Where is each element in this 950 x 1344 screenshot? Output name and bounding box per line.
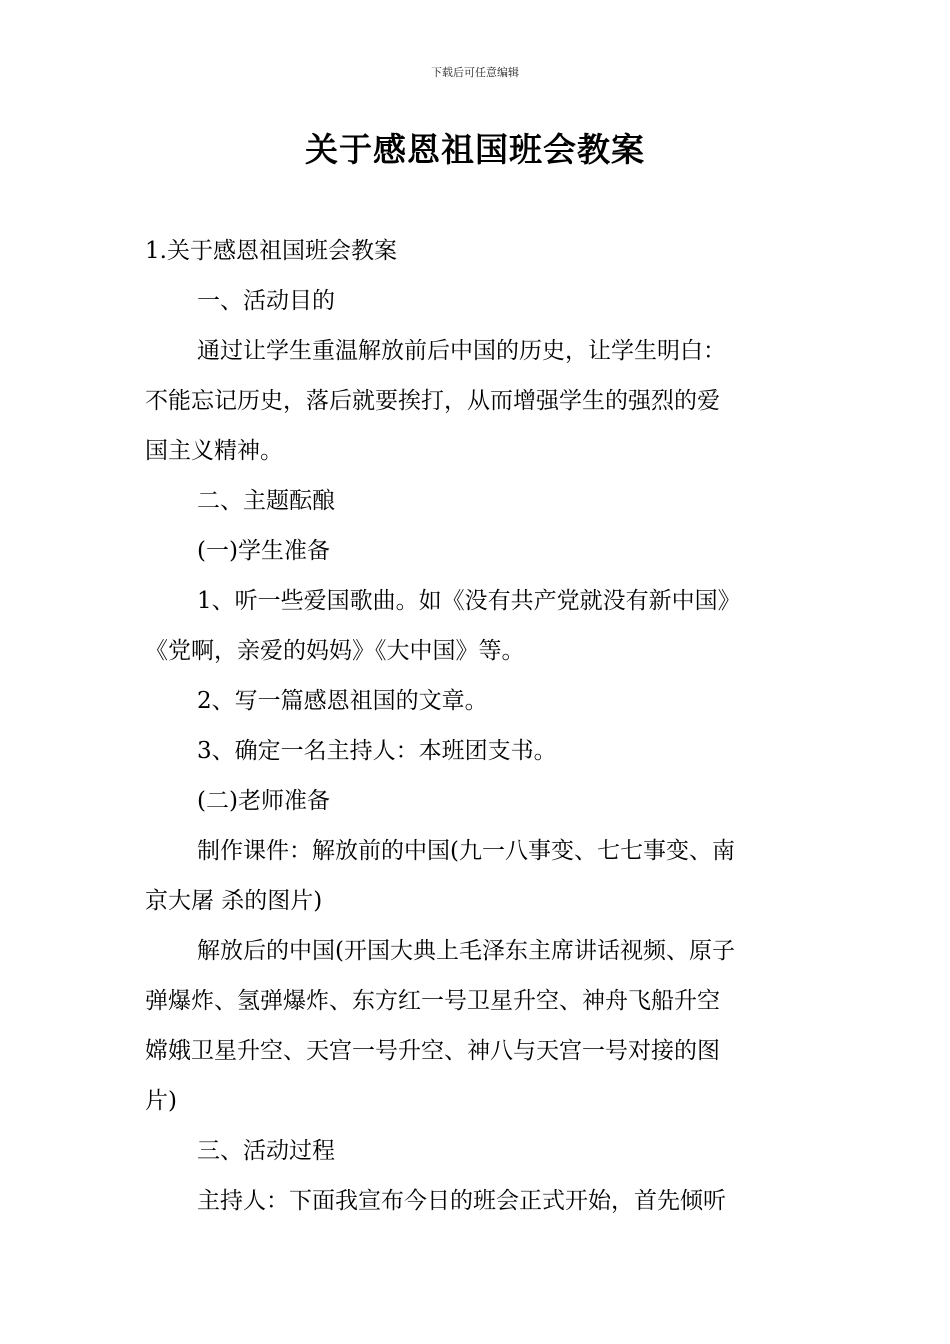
header-note: 下载后可任意编辑 (431, 66, 519, 79)
body-line: 弹爆炸、氢弹爆炸、东方红一号卫星升空、神舟飞船升空 (145, 988, 720, 1014)
body-line: 嫦娥卫星升空、天宫一号升空、神八与天宫一号对接的图 (145, 1038, 720, 1064)
body-line: 片) (145, 1088, 177, 1114)
body-line: 1.关于感恩祖国班会教案 (145, 238, 397, 264)
body-line: 国主义精神。 (145, 438, 283, 464)
section-heading: 二、主题酝酿 (197, 488, 335, 514)
body-line: 主持人：下面我宣布今日的班会正式开始，首先倾听 (197, 1188, 726, 1214)
body-line: 通过让学生重温解放前后中国的历史，让学生明白： (197, 338, 726, 364)
document-body (145, 226, 807, 1226)
body-line: 2、写一篇感恩祖国的文章。 (197, 688, 488, 714)
body-line: 解放后的中国(开国大典上毛泽东主席讲话视频、原子 (197, 938, 735, 964)
document-title: 关于感恩祖国班会教案 (305, 130, 645, 169)
subsection-heading: (二)老师准备 (197, 788, 330, 814)
subsection-heading: (一)学生准备 (197, 538, 330, 564)
body-line: 京大屠 杀的图片) (145, 888, 323, 914)
body-line: 制作课件：解放前的中国(九一八事变、七七事变、南 (197, 838, 735, 864)
body-line: 3、确定一名主持人：本班团支书。 (197, 738, 557, 764)
body-line: 1、听一些爱国歌曲。如《没有共产党就没有新中国》 (197, 588, 741, 614)
body-line: 不能忘记历史，落后就要挨打，从而增强学生的强烈的爱 (145, 388, 720, 414)
body-line: 《党啊，亲爱的妈妈》《大中国》等。 (145, 638, 525, 664)
section-heading: 一、活动目的 (197, 288, 335, 314)
section-heading: 三、活动过程 (197, 1138, 335, 1164)
